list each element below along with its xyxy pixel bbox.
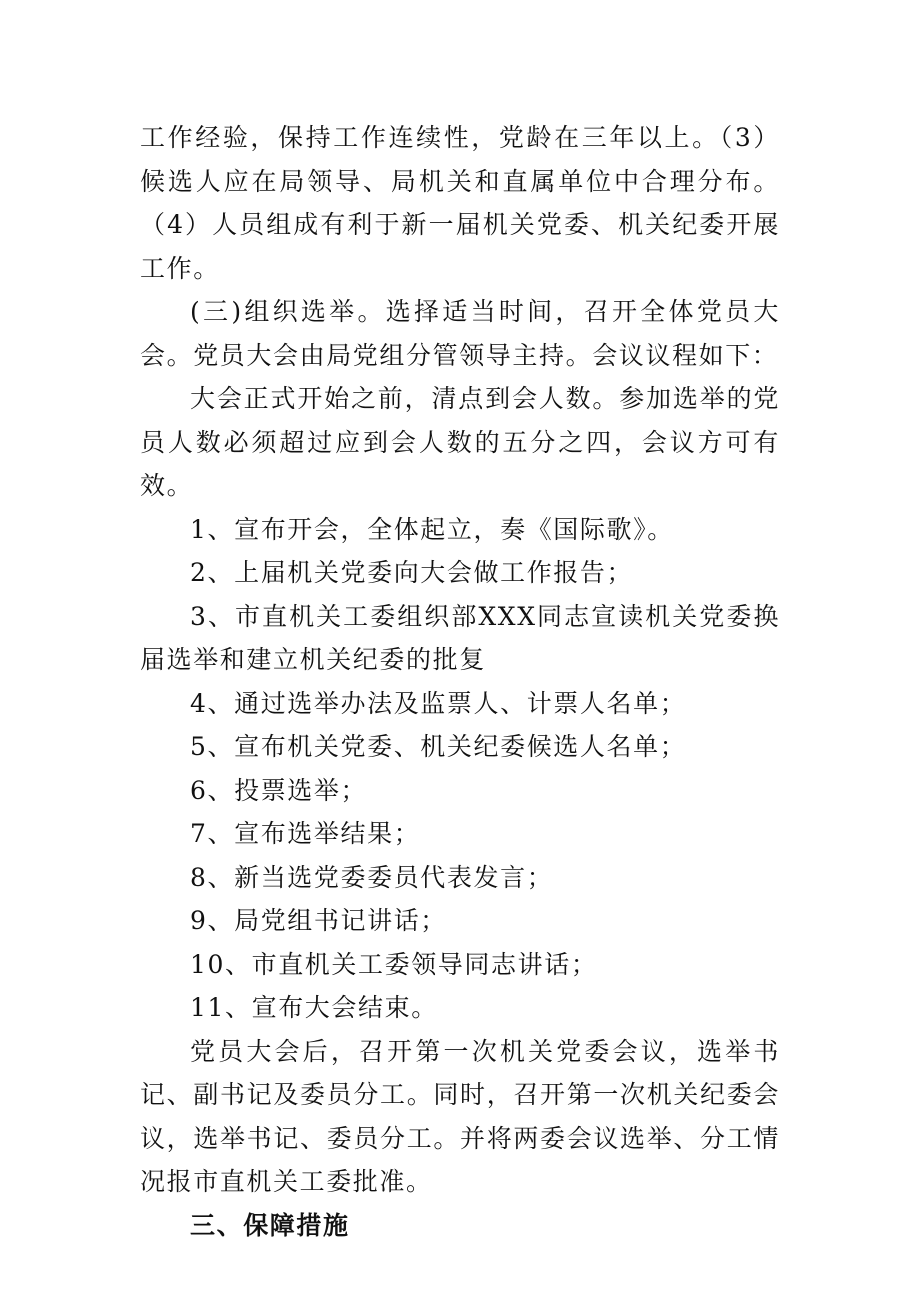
agenda-item: 1、宣布开会，全体起立，奏《国际歌》。 [190,514,674,544]
agenda-item: 9、局党组书记讲话； [190,906,447,935]
agenda-item: 3、市直机关工委组织部XXX同志宣读机关党委换届选举和建立机关纪委的批复 [140,601,780,674]
agenda-item: 11、宣布大会结束。 [190,993,438,1022]
agenda-item: 4、通过选举办法及监票人、计票人名单； [190,688,687,718]
paragraph-quorum: 大会正式开始之前，清点到会人数。参加选举的党员人数必须超过应到会人数的五分之四，会议方可有效。 [140,384,780,500]
section-heading: 三、保障措施 [190,1210,350,1240]
agenda-item: 8、新当选党委委员代表发言； [190,862,554,892]
paragraph-organize-election: (三)组织选举。选择适当时间，召开全体党员大会。党员大会由局党组分管领导主持。会议议程如下： [140,297,780,370]
agenda-item: 2、上届机关党委向大会做工作报告； [190,558,634,587]
document-body [140,116,780,1247]
paragraph-candidate-criteria: 工作经验，保持工作连续性，党龄在三年以上。（3）候选人应在局领导、局机关和直属单位中合理分布。（4）人员组成有利于新一届机关党委、机关纪委开展工作。 [140,123,780,283]
agenda-item: 6、投票选举； [190,775,368,805]
agenda-item: 7、宣布选举结果； [190,819,421,848]
paragraph-post-meeting: 党员大会后，召开第一次机关党委会议，选举书记、副书记及委员分工。同时，召开第一次机关纪委会议，选举书记、委员分工。并将两委会议选举、分工情况报市直机关工委批准。 [140,1036,780,1196]
agenda-item: 10、市直机关工委领导同志讲话； [190,949,598,979]
agenda-item: 5、宣布机关党委、机关纪委候选人名单； [190,732,687,761]
